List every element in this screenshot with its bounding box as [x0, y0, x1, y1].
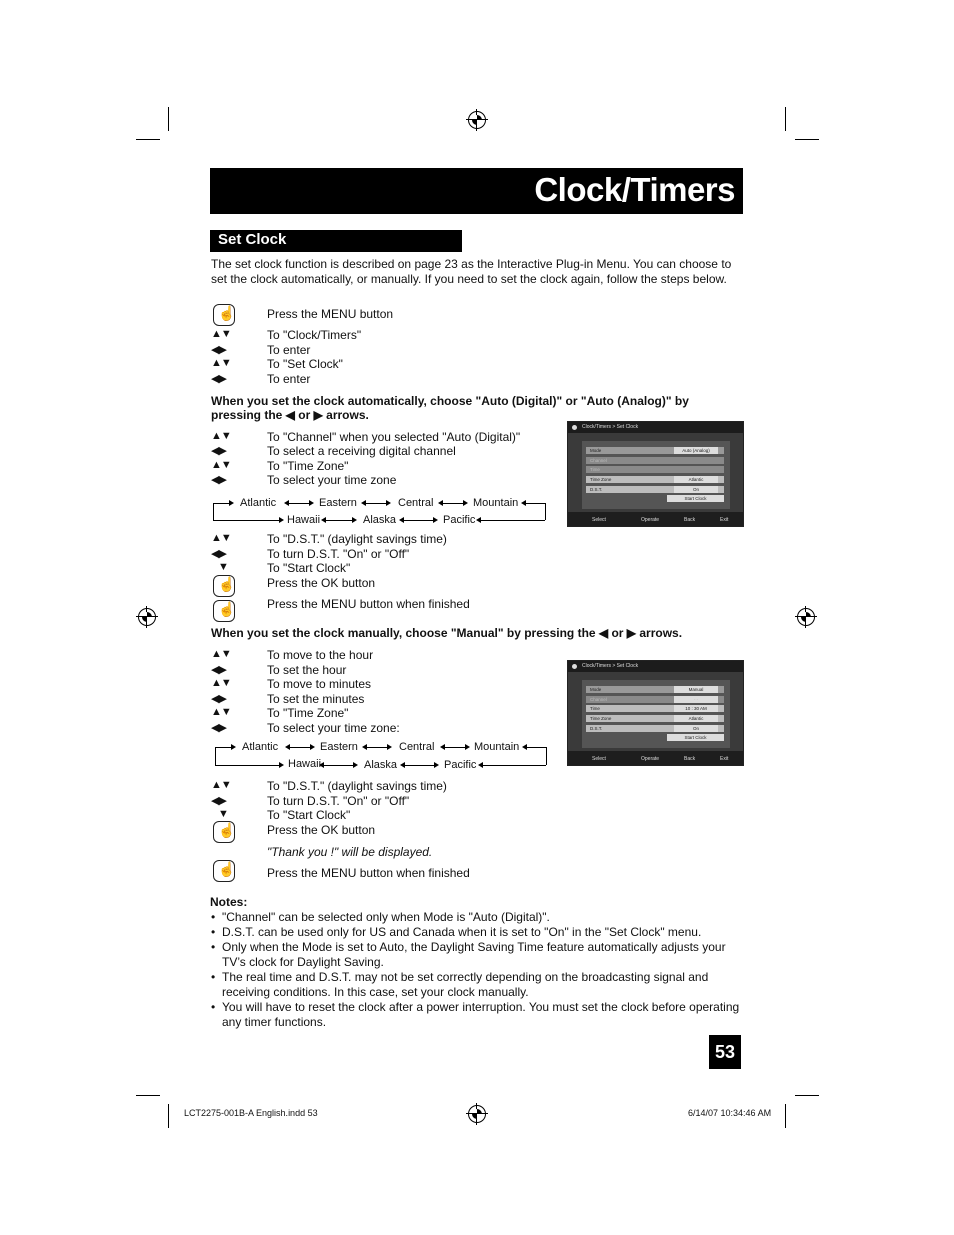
left-right-arrows-icon: ◀▶	[211, 795, 226, 807]
step-text: To enter	[267, 343, 311, 357]
thank-you-text: "Thank you !" will be displayed.	[267, 845, 433, 859]
zone-label: Hawaii	[287, 514, 321, 526]
step-text: To set the hour	[267, 663, 347, 677]
step-text: To "Clock/Timers"	[267, 328, 362, 342]
intro-paragraph: The set clock function is described on page 23 as the Interactive Plug-in Menu. You can choose to set the clock automatically, or manually. If you need to set the clock again, follow the steps below.	[211, 257, 732, 286]
zone-label: Pacific	[443, 514, 476, 526]
left-right-arrows-icon: ◀▶	[211, 474, 226, 486]
left-right-arrows-icon: ◀▶	[211, 373, 226, 385]
crop-mark	[795, 1095, 819, 1096]
up-down-arrows-icon: ▲▼	[211, 328, 231, 340]
crop-mark	[136, 139, 160, 140]
start-clock-button: Start Clock	[667, 495, 724, 502]
step-text: To "Set Clock"	[267, 357, 343, 371]
notes-title: Notes:	[210, 895, 248, 909]
step-text: Press the MENU button	[267, 307, 394, 321]
step-text: To move to minutes	[267, 677, 372, 691]
step-text: To turn D.S.T. "On" or "Off"	[267, 547, 410, 561]
zone-label: Mountain	[473, 497, 519, 509]
crop-mark	[136, 1095, 160, 1096]
step-text: Press the MENU button when finished	[267, 597, 470, 611]
left-right-arrows-icon: ◀▶	[211, 693, 226, 705]
hand-press-icon	[213, 860, 235, 882]
crop-mark	[785, 1104, 786, 1128]
zone-label: Atlantic	[242, 741, 279, 753]
section-heading-bar	[210, 230, 462, 252]
step-text: To select your time zone:	[267, 721, 400, 735]
step-text: To turn D.S.T. "On" or "Off"	[267, 794, 410, 808]
crop-mark	[795, 139, 819, 140]
note-item: • Only when the Mode is set to Auto, the Daylight Saving Time feature automatically adjusts your TV’s clock for Daylight Saving.	[211, 940, 726, 969]
down-arrow-icon: ▼	[218, 561, 228, 573]
page-title: Clock/Timers	[534, 171, 735, 208]
up-down-arrows-icon: ▲▼	[211, 677, 231, 689]
step-text: To enter	[267, 372, 311, 386]
up-down-arrows-icon: ▲▼	[211, 459, 231, 471]
step-text: To select your time zone	[267, 473, 397, 487]
hand-press-icon	[213, 575, 235, 597]
auto-heading-line-1: When you set the clock automatically, choose "Auto (Digital)" or "Auto (Analog)" by	[211, 394, 689, 408]
zone-label: Alaska	[363, 514, 397, 526]
screen-header: Clock/Timers > Set Clock	[568, 422, 743, 433]
crop-mark	[168, 1104, 169, 1128]
step-text: To move to the hour	[267, 648, 374, 662]
note-item: • D.S.T. can be used only for US and Canada when it is set to "On" in the "Set Clock" menu.	[211, 925, 702, 939]
crop-mark	[168, 107, 169, 131]
footer-file-name: LCT2275-001B-A English.indd 53	[184, 1108, 318, 1118]
start-clock-button: Start Clock	[667, 734, 724, 741]
zone-label: Hawaii	[288, 758, 322, 770]
step-text: To "D.S.T." (daylight savings time)	[267, 779, 447, 793]
registration-mark-icon	[138, 608, 156, 626]
up-down-arrows-icon: ▲▼	[211, 430, 231, 442]
zone-label: Pacific	[444, 759, 477, 771]
note-item: • You will have to reset the clock after a power interruption. You must set the clock before operating any timer functions.	[211, 1000, 740, 1029]
step-text: To "Channel" when you selected "Auto (Digital)"	[267, 430, 521, 444]
step-text: Press the OK button	[267, 823, 376, 837]
step-text: To select a receiving digital channel	[267, 444, 456, 458]
crop-mark	[785, 107, 786, 131]
manual-heading: When you set the clock manually, choose "Manual" by pressing the ◀ or ▶ arrows.	[211, 626, 683, 640]
step-text: Press the OK button	[267, 576, 376, 590]
registration-mark-icon	[468, 1105, 486, 1123]
zone-label: Central	[399, 741, 435, 753]
step-text: To "Time Zone"	[267, 459, 349, 473]
hand-press-icon	[213, 821, 235, 843]
left-right-arrows-icon: ◀▶	[211, 344, 226, 356]
zone-label: Eastern	[319, 497, 357, 509]
up-down-arrows-icon: ▲▼	[211, 532, 231, 544]
hand-press-icon	[213, 600, 235, 622]
set-clock-screen-manual: Clock/Timers > Set Clock Mode Manual Channel - - Time 10 : 30 AM Time Zone Atlantic D.S.T. On Start Clock Select Operate Back Exit	[567, 660, 744, 766]
zone-label: Atlantic	[240, 497, 277, 509]
step-text: Press the MENU button when finished	[267, 866, 470, 880]
zone-label: Mountain	[474, 741, 520, 753]
zone-label: Alaska	[364, 759, 398, 771]
note-item: • "Channel" can be selected only when Mode is "Auto (Digital)".	[211, 910, 550, 924]
left-right-arrows-icon: ◀▶	[211, 548, 226, 560]
registration-mark-icon	[468, 111, 486, 129]
hand-press-icon	[213, 304, 235, 326]
section-heading: Set Clock	[218, 231, 287, 248]
registration-mark-icon	[797, 608, 815, 626]
step-text: To set the minutes	[267, 692, 365, 706]
up-down-arrows-icon: ▲▼	[211, 648, 231, 660]
step-text: To "Time Zone"	[267, 706, 349, 720]
left-right-arrows-icon: ◀▶	[211, 445, 226, 457]
up-down-arrows-icon: ▲▼	[211, 706, 231, 718]
left-right-arrows-icon: ◀▶	[211, 664, 226, 676]
up-down-arrows-icon: ▲▼	[211, 357, 231, 369]
screen-header: Clock/Timers > Set Clock	[568, 661, 743, 672]
step-text: To "D.S.T." (daylight savings time)	[267, 532, 447, 546]
down-arrow-icon: ▼	[218, 808, 228, 820]
set-clock-screen-auto: Clock/Timers > Set Clock Mode Auto (Analog) Channel Time Time Zone Atlantic D.S.T. On Start Clock Select Operate Back Exit	[567, 421, 744, 527]
step-text: To "Start Clock"	[267, 561, 351, 575]
auto-heading-line-2: pressing the ◀ or ▶ arrows.	[211, 408, 369, 422]
left-right-arrows-icon: ◀▶	[211, 722, 226, 734]
footer-timestamp: 6/14/07 10:34:46 AM	[688, 1108, 772, 1118]
up-down-arrows-icon: ▲▼	[211, 779, 231, 791]
step-text: To "Start Clock"	[267, 808, 351, 822]
zone-label: Central	[398, 497, 434, 509]
note-item: • The real time and D.S.T. may not be set correctly depending on the broadcasting signal and receiving conditions. In this case, set your clock manually.	[211, 970, 709, 999]
page-number: 53	[709, 1035, 741, 1069]
page-title-bar	[210, 168, 743, 214]
zone-label: Eastern	[320, 741, 358, 753]
